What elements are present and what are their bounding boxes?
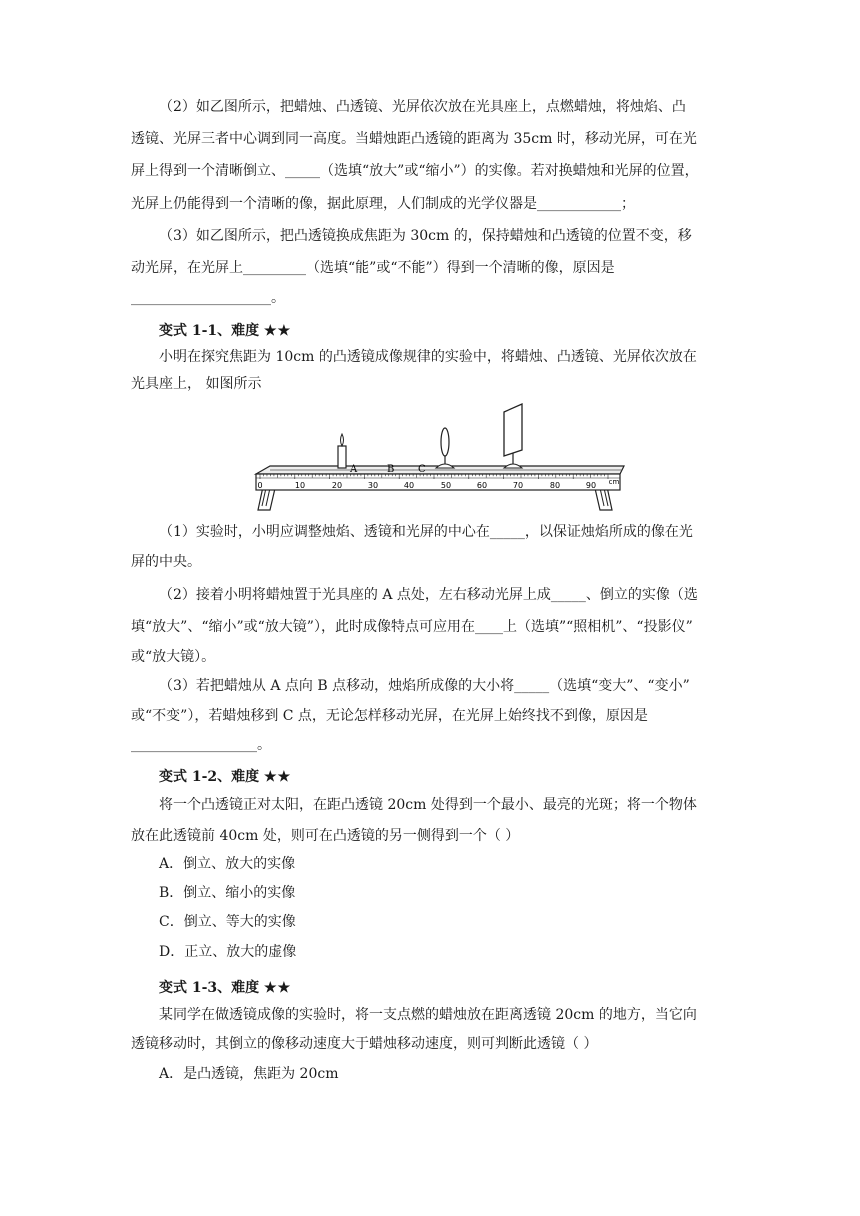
variant-1-2-title: 变式 1-2、难度: [159, 769, 260, 785]
v11-q1-line-1: （1）实验时，小明应调整烛焰、透镜和光屏的中心在_____，以保证烛焰所成的像在光: [159, 524, 693, 540]
question-3-line-3: ____________________。: [131, 290, 285, 306]
scale-label: 70: [512, 481, 524, 490]
variant-1-3-heading: [159, 978, 291, 998]
v11-q1-line-2: 屏的中央。: [131, 554, 201, 570]
variant-1-2-stem-line-2: 放在此透镜前 40cm 处，则可在凸透镜的另一侧得到一个（ ）: [131, 828, 520, 844]
scale-label: cm: [608, 478, 620, 486]
v11-q2-line-3: 或“放大镜）。: [131, 649, 216, 665]
light-screen: [504, 404, 522, 468]
option-b: B．倒立、缩小的实像: [159, 885, 296, 901]
question-2-line-4: 光屏上仍能得到一个清晰的像，据此原理，人们制成的光学仪器是____________；: [131, 196, 635, 212]
question-2-line-2: 透镜、光屏三者中心调到同一高度。当蜡烛距凸透镜的距离为 35cm 时，移动光屏，可在光: [131, 131, 697, 147]
variant-1-2-stem-line-1: 将一个凸透镜正对太阳，在距凸透镜 20cm 处得到一个最小、最亮的光斑；将一个物体: [159, 797, 697, 813]
point-label-a: A: [350, 464, 358, 475]
scale-label: 90: [585, 481, 597, 490]
v11-q3-line-2: 或“不变”），若蜡烛移到 C 点，无论怎样移动光屏，在光屏上始终找不到像，原因是: [131, 708, 648, 724]
option-d: D．正立、放大的虚像: [159, 944, 297, 960]
scale-label: 50: [440, 481, 452, 490]
variant-1-1-stem-line-2: 光具座上， 如图所示: [131, 376, 262, 392]
option-a: A．是凸透镜，焦距为 20cm: [159, 1066, 339, 1082]
variant-1-1-stem-line-1: 小明在探究焦距为 10cm 的凸透镜成像规律的实验中，将蜡烛、凸透镜、光屏依次放在: [159, 349, 697, 365]
variant-1-1-heading: [159, 321, 291, 341]
v11-q2-line-2: 填“放大”、“缩小”或“放大镜”），此时成像特点可应用在____上（选填”“照相机”、“投影仪”: [131, 619, 693, 635]
scale-label: 60: [476, 481, 488, 490]
convex-lens: [436, 428, 454, 468]
variant-1-1-title: 变式 1-1、难度: [159, 323, 260, 339]
question-3-line-1: （3）如乙图所示，把凸透镜换成焦距为 30cm 的，保持蜡烛和凸透镜的位置不变，移: [159, 228, 692, 244]
variant-1-3-title: 变式 1-3、难度: [159, 980, 260, 996]
scale-label: 80: [549, 481, 561, 490]
question-2-line-1: （2）如乙图所示，把蜡烛、凸透镜、光屏依次放在光具座上，点燃蜡烛，将烛焰、凸: [159, 99, 686, 115]
scale-label: 0: [257, 481, 263, 490]
scale-label: 10: [294, 481, 306, 490]
option-a: A．倒立、放大的实像: [159, 856, 296, 872]
difficulty-stars: ★★: [264, 769, 292, 785]
question-2-line-3: 屏上得到一个清晰倒立、_____（选填“放大”或“缩小”）的实像。若对换蜡烛和光屏的位置，: [131, 163, 699, 179]
question-3-line-2: 动光屏，在光屏上_________（选填“能”或“不能”）得到一个清晰的像，原因是: [131, 260, 615, 276]
variant-1-2-heading: [159, 767, 291, 787]
v11-q3-line-3: __________________。: [131, 737, 271, 753]
variant-1-3-stem-line-2: 透镜移动时，其倒立的像移动速度大于蜡烛移动速度，则可判断此透镜（ ）: [131, 1036, 598, 1052]
point-label-c: C: [418, 464, 426, 475]
point-label-b: B: [387, 464, 395, 475]
difficulty-stars: ★★: [264, 980, 292, 996]
candle: [338, 434, 346, 468]
v11-q3-line-1: （3）若把蜡烛从 A 点向 B 点移动，烛焰所成像的大小将_____（选填“变大”、“变小”: [159, 678, 690, 694]
bench-front: [256, 474, 620, 490]
difficulty-stars: ★★: [264, 323, 292, 339]
option-c: C．倒立、等大的实像: [159, 914, 296, 930]
scale-label: 40: [403, 481, 415, 490]
v11-q2-line-1: （2）接着小明将蜡烛置于光具座的 A 点处，左右移动光屏上成_____、倒立的实像（选: [159, 587, 698, 603]
scale-label: 20: [331, 481, 343, 490]
scale-label: 30: [367, 481, 379, 490]
variant-1-3-stem-line-1: 某同学在做透镜成像的实验时，将一支点燃的蜡烛放在距离透镜 20cm 的地方，当它向: [159, 1007, 697, 1023]
optical-bench-figure: [250, 400, 630, 518]
